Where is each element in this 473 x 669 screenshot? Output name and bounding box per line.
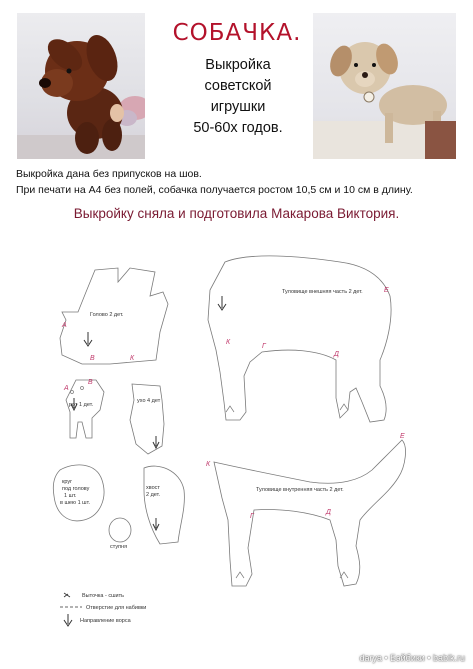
watermark: darya • Бэйбики • babik.ru (359, 653, 465, 663)
author-credit: Выкройку сняла и подготовила Макарова Виктория. (73, 206, 400, 221)
sole-label: ступня (110, 544, 128, 550)
pile-arrow-head (84, 332, 92, 346)
description-line-2: При печати на А4 без полей, собачка получается ростом 10,5 см и 10 см в длину. (16, 184, 413, 196)
description-line-1: Выкройка дана без припусков на шов. (16, 168, 202, 180)
pile-arrow-ear (153, 436, 159, 448)
legend (60, 593, 146, 626)
legend-stitch-text: Выточка - сшить (82, 593, 124, 599)
legend-pile-text: Направление ворса (80, 618, 131, 624)
circle-label-2: под голову (62, 486, 90, 492)
pile-arrow-body (218, 296, 226, 310)
inner-body-label: Туловище внутренняя часть 2 дет. (256, 487, 344, 493)
marker-k-inner: К (206, 461, 211, 468)
legend-opening-text: Отверстие для набивки (86, 605, 147, 611)
circle-label-1: круг (62, 479, 73, 485)
tail-piece (144, 466, 184, 544)
mouth-label: рот 1 дет. (69, 402, 94, 408)
marker-a-mouth: А (64, 385, 69, 392)
marker-v-mouth: В (88, 379, 93, 386)
circle-label-4: в шею 1 шт. (60, 500, 91, 506)
head-label: Голово 2 дет. (90, 312, 124, 318)
subtitle-line-1: Выкройка (205, 57, 271, 73)
marker-d-outer: Д (334, 351, 339, 358)
subtitle-line-4: 50-60х годов. (193, 120, 283, 136)
tail-label-2: 2 дет. (146, 492, 161, 498)
marker-k-head: К (130, 355, 135, 362)
subtitle-line-2: советской (204, 78, 272, 94)
subtitle-line-3: игрушки (210, 99, 266, 115)
page-title: СОБАЧКА. (172, 20, 302, 46)
pile-arrow-tail (153, 518, 159, 530)
marker-a-head: А (62, 322, 67, 329)
circle-label-3: 1 шт. (64, 493, 77, 499)
marker-e-outer: Е (384, 287, 389, 294)
outer-body-piece (208, 256, 391, 422)
marker-e-inner: Е (400, 433, 405, 440)
marker-k-outer: К (226, 339, 231, 346)
inner-body-piece (214, 440, 405, 586)
ear-piece (130, 384, 164, 454)
tail-label-1: хвост (146, 485, 160, 491)
marker-v-head: В (90, 355, 95, 362)
stitch-symbol-icon (64, 593, 70, 597)
marker-g-outer: Г (262, 343, 266, 350)
marker-g-inner: Г (250, 513, 254, 520)
pile-direction-arrow-icon (64, 614, 72, 626)
mouth-piece (66, 380, 104, 438)
circle-piece (53, 465, 104, 521)
marker-d-inner: Д (326, 509, 331, 516)
sole-piece (109, 518, 131, 542)
outer-body-label: Туловище внешняя часть 2 дет. (282, 289, 363, 295)
ear-label: ухо 4 дет (137, 398, 161, 404)
